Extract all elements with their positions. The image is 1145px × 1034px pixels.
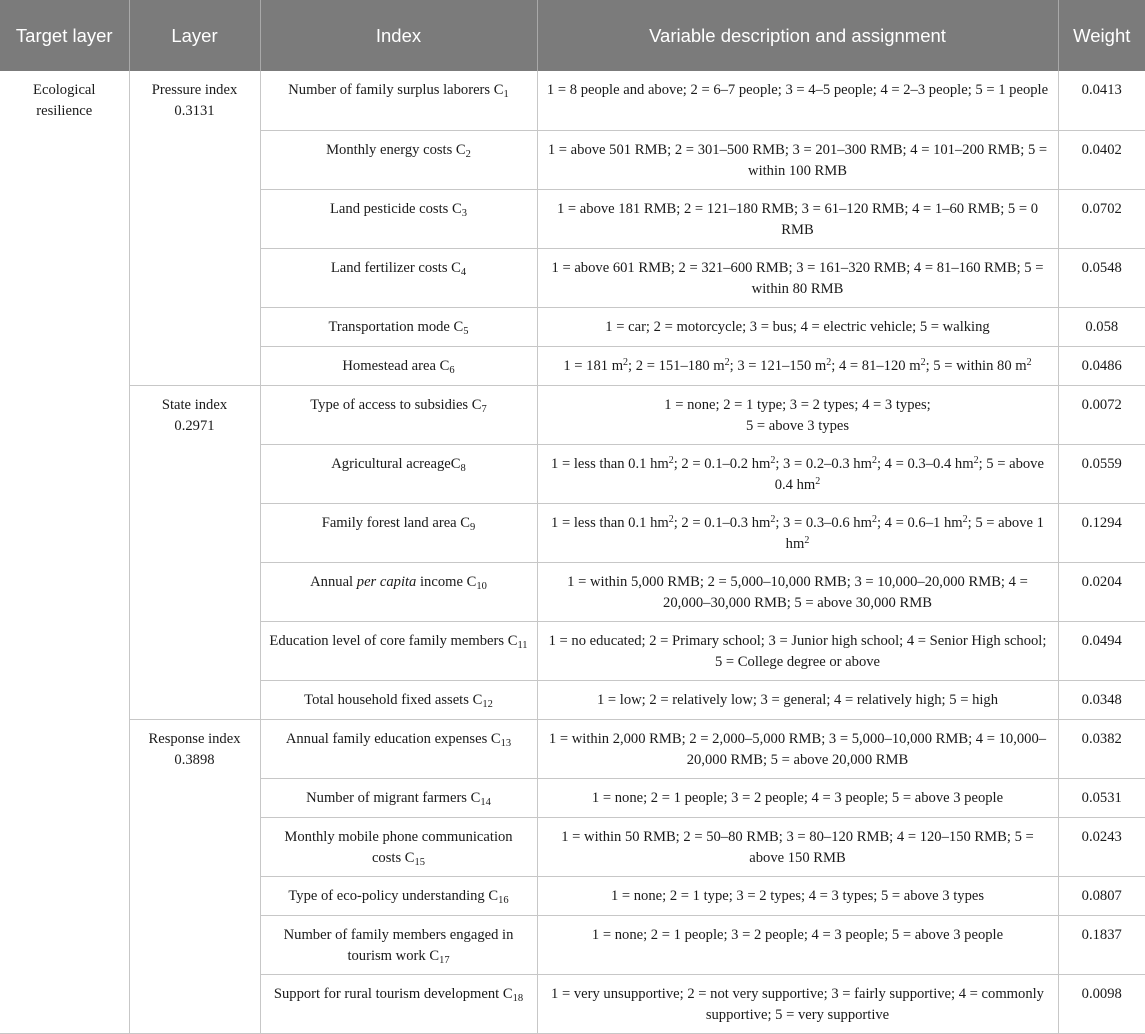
index-cell: Number of family members engaged in tourism work $C_{17}$ [260,915,537,974]
index-cell: Education level of core family members $C_{11}$ [260,621,537,680]
description-cell: 1 = above 501 RMB; 2 = 301–500 RMB; 3 = 201–300 RMB; 4 = 101–200 RMB; 5 = within 100 RMB [537,130,1058,189]
index-cell: Type of eco-policy understanding $C_{16}$ [260,876,537,915]
layer-weight: 0.3898 [174,751,215,768]
index-cell: Homestead area $C_6$ [260,346,537,385]
weight-cell: 0.0072 [1058,385,1145,444]
table-row [0,719,1145,778]
index-cell: Land pesticide costs $C_3$ [260,189,537,248]
description-cell: 1 = none; 2 = 1 type; 3 = 2 types; 4 = 3 types; 5 = above 3 types [537,385,1058,444]
description-cell: 1 = car; 2 = motorcycle; 3 = bus; 4 = electric vehicle; 5 = walking [537,307,1058,346]
weight-cell: 0.0402 [1058,130,1145,189]
layer-weight: 0.3131 [174,103,215,119]
description-cell: 1 = above 601 RMB; 2 = 321–600 RMB; 3 = 161–320 RMB; 4 = 81–160 RMB; 5 = within 80 RMB [537,248,1058,307]
weight-cell: 0.0494 [1058,621,1145,680]
header-weight: Weight [1058,0,1145,71]
weight-cell: 0.0807 [1058,876,1145,915]
weight-cell: 0.0348 [1058,680,1145,719]
weight-cell: 0.0413 [1058,71,1145,130]
weight-cell: 0.0243 [1058,817,1145,876]
weight-cell: 0.0098 [1058,974,1145,1033]
description-cell: 1 = none; 2 = 1 people; 3 = 2 people; 4 = 3 people; 5 = above 3 people [537,915,1058,974]
description-cell: 1 = none; 2 = 1 type; 3 = 2 types; 4 = 3 types; 5 = above 3 types [537,876,1058,915]
description-cell: 1 = low; 2 = relatively low; 3 = general; 4 = relatively high; 5 = high [537,680,1058,719]
header-row [0,0,1145,71]
description-cell: 1 = within 50 RMB; 2 = 50–80 RMB; 3 = 80–120 RMB; 4 = 120–150 RMB; 5 = above 150 RMB [537,817,1058,876]
weight-cell: 0.0702 [1058,189,1145,248]
description-cell: 1 = above 181 RMB; 2 = 121–180 RMB; 3 = 61–120 RMB; 4 = 1–60 RMB; 5 = 0 RMB [537,189,1058,248]
weight-cell: 0.1294 [1058,503,1145,562]
index-cell: Type of access to subsidies $C_7$ [260,385,537,444]
weight-cell: 0.0486 [1058,346,1145,385]
index-cell: Monthly mobile phone communication costs $C_{15}$ [260,817,537,876]
index-cell: Number of migrant farmers $C_{14}$ [260,778,537,817]
weight-cell: 0.0382 [1058,719,1145,778]
layer-cell-pressure [129,71,260,385]
weight-cell: 0.058 [1058,307,1145,346]
index-cell: Land fertilizer costs $C_4$ [260,248,537,307]
weight-cell: 0.0531 [1058,778,1145,817]
index-cell: Total household fixed assets $C_{12}$ [260,680,537,719]
layer-name: Response index [148,730,241,747]
header-layer: Layer [129,0,260,71]
index-cell: Family forest land area $C_9$ [260,503,537,562]
target-layer-cell [0,71,129,1033]
header-index: Index [260,0,537,71]
target-layer-name: Ecological resilience [33,82,96,119]
description-cell: 1 = 8 people and above; 2 = 6–7 people; 3 = 4–5 people; 4 = 2–3 people; 5 = 1 people [537,71,1058,130]
layer-weight: 0.2971 [174,417,215,434]
index-cell: Monthly energy costs $C_2$ [260,130,537,189]
layer-cell-state [129,385,260,719]
layer-cell-response [129,719,260,1033]
index-cell: Transportation mode $C_5$ [260,307,537,346]
description-cell: 1 = within 5,000 RMB; 2 = 5,000–10,000 RMB; 3 = 10,000–20,000 RMB; 4 = 20,000–30,000 RMB; 5 = above 30,000 RMB [537,562,1058,621]
header-description: Variable description and assignment [537,0,1058,71]
table-row [0,385,1145,444]
weight-cell: 0.0559 [1058,444,1145,503]
table-row [0,71,1145,130]
description-cell: 1 = very unsupportive; 2 = not very supportive; 3 = fairly supportive; 4 = commonly supportive; 5 = very supportive [537,974,1058,1033]
description-cell: 1 = 181 $m^2$; 2 = 151–180 $m^2$; 3 = 121–150 $m^2$; 4 = 81–120 $m^2$; 5 = within 80 $m^2$ [537,346,1058,385]
layer-name: State index [161,396,228,413]
layer-name: Pressure index [151,82,238,98]
weight-cell: 0.0204 [1058,562,1145,621]
description-cell: 1 = less than 0.1 $hm^2$; 2 = 0.1–0.3 $hm^2$; 3 = 0.3–0.6 $hm^2$; 4 = 0.6–1 $hm^2$; 5 = above 1 $hm^2$ [537,503,1058,562]
weight-cell: 0.1837 [1058,915,1145,974]
header-target-layer: Target layer [0,0,129,71]
index-cell: Support for rural tourism development $C_{18}$ [260,974,537,1033]
index-cell: Agricultural acreageC$_8$ [260,444,537,503]
description-cell: 1 = no educated; 2 = Primary school; 3 = Junior high school; 4 = Senior High school; 5 = College degree or above [537,621,1058,680]
index-cell: Annual family education expenses $C_{13}$ [260,719,537,778]
index-cell: Number of family surplus laborers $C_1$ [260,71,537,130]
weight-cell: 0.0548 [1058,248,1145,307]
description-cell: 1 = none; 2 = 1 people; 3 = 2 people; 4 = 3 people; 5 = above 3 people [537,778,1058,817]
index-cell: Annual per capita income $C_{10}$ [260,562,537,621]
description-cell: 1 = less than 0.1 $hm^2$; 2 = 0.1–0.2 $hm^2$; 3 = 0.2–0.3 $hm^2$; 4 = 0.3–0.4 $hm^2$; 5 = above 0.4 $hm^2$ [537,444,1058,503]
description-cell: 1 = within 2,000 RMB; 2 = 2,000–5,000 RMB; 3 = 5,000–10,000 RMB; 4 = 10,000–20,000 RMB; 5 = above 20,000 RMB [537,719,1058,778]
